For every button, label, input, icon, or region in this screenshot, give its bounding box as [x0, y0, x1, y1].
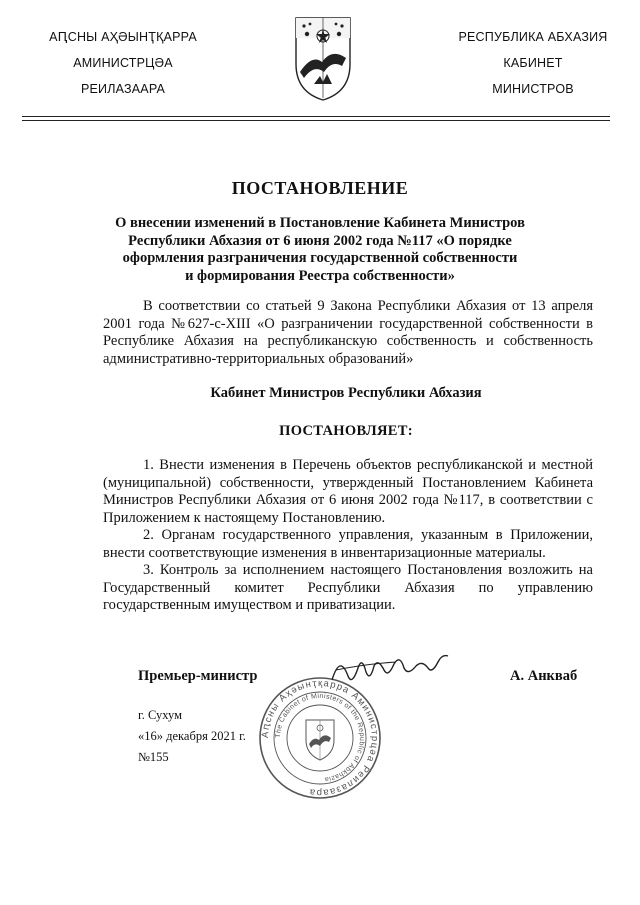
header-right-line-3: МИНИСТРОВ: [492, 82, 574, 96]
header-left-block: [28, 30, 218, 108]
header-rule-thick: [22, 116, 610, 117]
official-seal-icon: [258, 676, 382, 800]
document-subtitle: [110, 215, 530, 285]
preamble-paragraph: В соответствии со статьей 9 Закона Республики Абхазия от 13 апреля 2001 года №627-с-XIII «О разграничении государственной собственности в Республике Абхазия на республиканскую собственность и собственность административно-территориальных образований»: [103, 298, 593, 367]
header-left-line-3: РЕИЛАЗААРА: [80, 82, 166, 96]
resolves-heading: ПОСТАНОВЛЯЕТ:: [279, 423, 413, 439]
seal-outer-text: Аԥсны Аҳәынҭқарра Аминистрцәа Реилазаара: [259, 677, 381, 799]
document-date: «16» декабря 2021 г.: [138, 729, 246, 743]
document-number: №155: [138, 750, 169, 764]
document-title: ПОСТАНОВЛЕНИЕ: [231, 178, 409, 198]
resolution-item-1: 1. Внести изменения в Перечень объектов республиканской и местной (муниципальной) собственности, утвержденный Постановлением Кабинета Министров Республики Абхазия от 6 июня 2002 года №117, в соответствии с Приложением к настоящему Постановлению.: [103, 457, 593, 526]
cabinet-heading: Кабинет Министров Республики Абхазия: [210, 385, 482, 401]
subtitle-line: и формирования Реестра собственности»: [185, 267, 455, 284]
abkhazia-coat-of-arms-icon: [292, 14, 354, 102]
resolution-item-3: 3. Контроль за исполнением настоящего Постановления возложить на Государственный комитет Республики Абхазия по управлению государственным имуществом и приватизации.: [103, 562, 593, 613]
header-rule-thin: [22, 120, 610, 121]
subtitle-line: оформления разграничения государственной собственности: [122, 250, 518, 266]
header-left-line-2: АМИНИСТРЦӘА: [73, 56, 173, 70]
document-city: г. Сухум: [138, 708, 183, 722]
seal-inner-text: The Cabinet of Ministers of the Republic of Abkhazia: [274, 692, 366, 783]
signatory-name: А. Анкваб: [510, 668, 578, 684]
resolution-item-2: 2. Органам государственного управления, указанным в Приложении, внести соответствующие изменения в инвентаризационные материалы.: [103, 527, 593, 561]
handwritten-signature: [326, 646, 456, 690]
resolution-items: [103, 457, 593, 615]
subtitle-line: О внесении изменений в Постановление Кабинета Министров: [115, 215, 525, 231]
header-right-block: [448, 30, 618, 108]
header-right-line-1: РЕСПУБЛИКА АБХАЗИЯ: [458, 30, 608, 44]
header-right-line-2: КАБИНЕТ: [503, 56, 563, 70]
header-left-line-1: АԤСНЫ АҲӘЫНҬҚАРРА: [49, 30, 197, 44]
document-meta: [138, 705, 246, 768]
signatory-position: Премьер-министр: [138, 668, 258, 684]
subtitle-line: Республики Абхазия от 6 июня 2002 года №117 «О порядке: [128, 232, 512, 249]
